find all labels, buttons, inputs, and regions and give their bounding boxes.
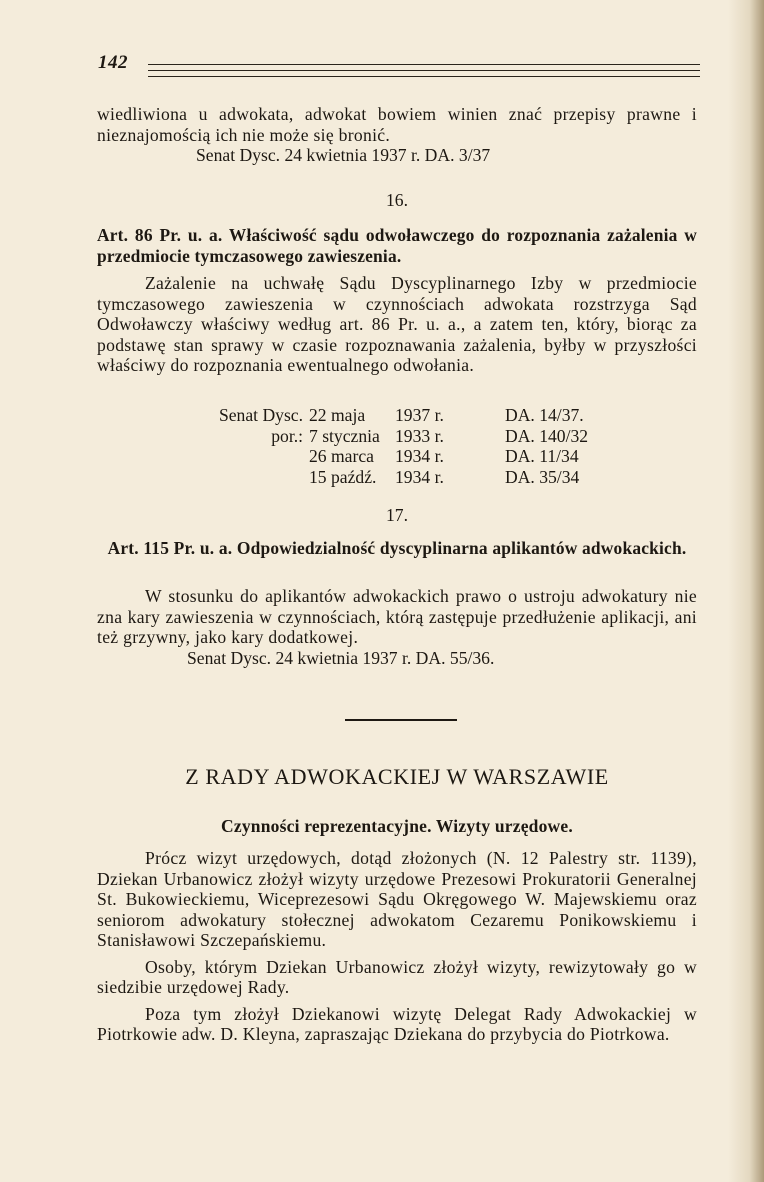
page-number: 142 — [98, 52, 128, 73]
section-title: Z RADY ADWOKACKIEJ W WARSZAWIE — [185, 764, 609, 789]
reference-prefix: Senat Dysc. — [218, 405, 303, 425]
ruling-17-body — [97, 586, 697, 668]
ruling-16-heading — [97, 225, 697, 267]
intro-block — [97, 104, 697, 166]
page-edge-shadow — [728, 0, 764, 1182]
reference-table — [195, 405, 615, 487]
reference-year: 1937 r. — [395, 405, 444, 425]
reference-date: 15 paźdź. — [309, 466, 377, 487]
article-reference: Art. 115 Pr. u. a. — [107, 538, 233, 558]
reference-year: 1933 r. — [395, 425, 444, 446]
section-subtitle: Czynności reprezentacyjne. Wizyty urzędowe. — [221, 816, 573, 836]
section-paragraph: Poza tym złożył Dziekanowi wizytę Delegat Rady Adwokackiej w Piotrkowie adw. D. Kleyna, zapraszając Dziekana do przybycia do Piotrkowa. — [97, 1003, 697, 1044]
section-divider — [345, 719, 457, 721]
ruling-number: 17. — [386, 505, 408, 525]
ruling-body: W stosunku do aplikantów adwokackich prawo o ustroju adwokatury nie zna kary zawieszenia w czynnościach, którą zastępuje przedłużenie aplikacji, ani też grzywny, jako kary dodatkowej. — [97, 586, 697, 647]
reference-row — [195, 426, 615, 447]
page-header — [98, 52, 700, 80]
header-rule — [148, 64, 700, 65]
ruling-heading-text: Odpowiedzialność dyscyplinarna aplikantów adwokackich. — [236, 538, 687, 558]
ruling-number: 16. — [386, 190, 408, 210]
section-heading-block — [97, 764, 697, 790]
header-rule — [148, 76, 700, 77]
section-paragraph: Osoby, którym Dziekan Urbanowicz złożył wizyty, rewizytowały go w siedzibie urzędowej Rady. — [97, 956, 697, 997]
reference-prefix — [195, 446, 309, 467]
header-rule — [148, 70, 700, 71]
ruling-heading-text: Właściwość sądu odwoławczego do rozpoznania zażalenia w przedmiocie tymczasowego zawieszenia. — [97, 225, 697, 266]
section-body — [97, 848, 697, 1045]
reference-row — [195, 446, 615, 467]
intro-citation: Senat Dysc. 24 kwietnia 1937 r. DA. 3/37 — [196, 145, 491, 165]
reference-date: 22 maja — [309, 405, 366, 425]
reference-case: DA. 140/32 — [505, 425, 589, 446]
reference-date: 26 marca — [309, 446, 374, 466]
intro-paragraph: wiedliwiona u adwokata, adwokat bowiem winien znać przepisy prawne i nieznajomością ich nie może się bronić. — [97, 104, 697, 145]
reference-case: DA. 14/37. — [505, 405, 584, 425]
ruling-17 — [97, 505, 697, 526]
ruling-16 — [97, 190, 697, 211]
reference-year: 1934 r. — [395, 466, 444, 487]
reference-case: DA. 35/34 — [505, 466, 580, 487]
section-subtitle-block — [97, 816, 697, 837]
ruling-body: Zażalenie na uchwałę Sądu Dyscyplinarnego Izby w przedmiocie tymczasowego zawieszenia w czynnościach adwokata rozstrzyga Sąd Odwoławczy właściwy według art. 86 Pr. u. a., a zatem ten, który, biorąc za podstawę stan sprawy w czasie rozpoznawania zażalenia, byłby w przyszłości właściwy do rozpoznania ewentualnego odwołania. — [97, 273, 697, 375]
article-reference: Art. 86 Pr. u. a. — [97, 225, 223, 245]
ruling-16-body — [97, 273, 697, 376]
section-paragraph: Prócz wizyt urzędowych, dotąd złożonych (N. 12 Palestry str. 1139), Dziekan Urbanowicz złożył wizyty urzędowe Prezesowi Prokuratorii Generalnej St. Bukowieckiemu, Wiceprezesowi Sądu Okręgowego W. Majewskiemu oraz seniorom adwokatury stołecznej adwokatom Cezaremu Ponikowskiemu i Stanisławowi Szczepańskiemu. — [97, 848, 697, 950]
reference-row — [195, 405, 615, 426]
reference-row — [195, 467, 615, 488]
reference-year: 1934 r. — [395, 446, 444, 466]
reference-date: 7 stycznia — [309, 425, 380, 446]
reference-prefix: por.: — [271, 425, 303, 446]
reference-case: DA. 11/34 — [505, 446, 579, 466]
reference-prefix — [195, 467, 309, 488]
ruling-citation: Senat Dysc. 24 kwietnia 1937 r. DA. 55/36. — [187, 647, 495, 668]
ruling-17-heading — [97, 538, 697, 559]
